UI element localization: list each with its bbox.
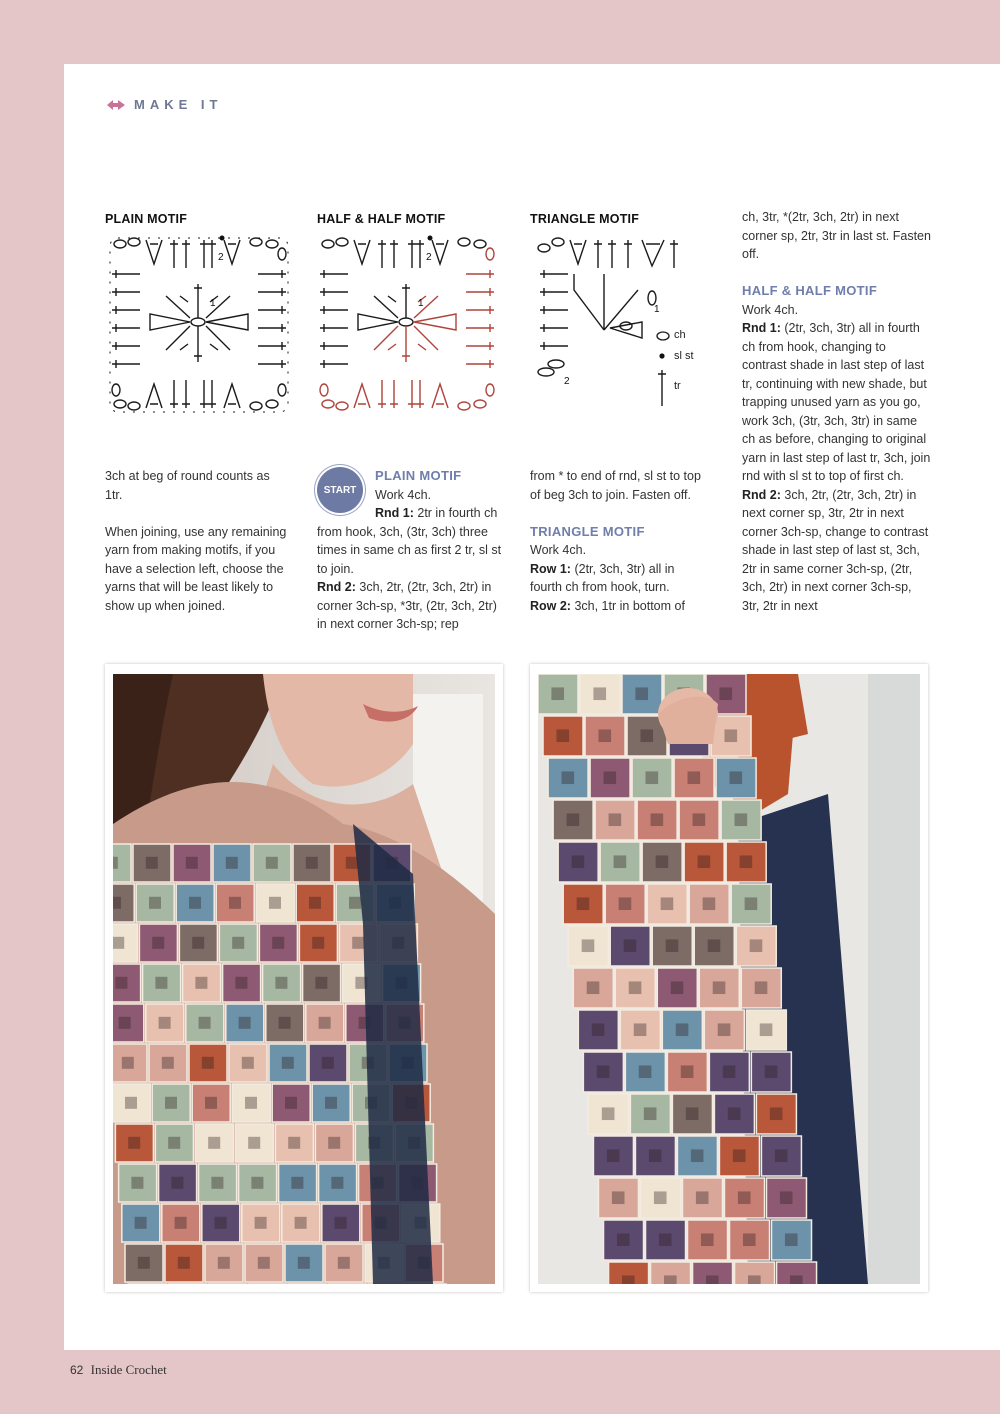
svg-text:1: 1	[210, 298, 216, 309]
triangle-motif-continued: ch, 3tr, *(2tr, 3ch, 2tr) in next corner sp, 2tr, 3tr in last st. Fasten off.	[742, 210, 931, 261]
photo-model-cardigan	[105, 664, 503, 1292]
legend-ch: ch	[674, 329, 686, 341]
svg-text:1: 1	[654, 304, 660, 315]
diagram-title-half: HALF & HALF MOTIF	[317, 212, 446, 226]
half-half-heading: HALF & HALF MOTIF	[742, 283, 878, 298]
triangle-motif-row2: Row 2: 3ch, 1tr in bottom of	[530, 598, 685, 613]
plain-motif-rnd1: Rnd 1: 2tr in fourth ch from hook, 3ch, (3tr, 3ch) three times in same ch as first 2 tr, sl st to join.	[317, 506, 502, 576]
svg-text:2: 2	[426, 252, 432, 263]
svg-text:1: 1	[418, 298, 424, 309]
chart-legend	[654, 326, 724, 410]
half-half-rnd1: Rnd 1: (2tr, 3ch, 3tr) all in fourth ch from hook, changing to contrast shade in last step of last tr, continuing with new shade, but trapping unused yarn as you go, work 3ch, (3tr, 3ch, 3tr) in same ch as before, changing to original yarn in last step of last tr, 3ch, join rnd with sl st to top of first ch.	[742, 321, 931, 483]
magazine-page	[64, 64, 1000, 1350]
triangle-motif-intro: Work 4ch.	[530, 543, 587, 557]
diagram-title-plain: PLAIN MOTIF	[105, 212, 188, 226]
magazine-name: Inside Crochet	[90, 1362, 167, 1377]
text-column-3	[530, 467, 708, 615]
start-badge: START	[317, 467, 363, 513]
plain-motif-continued: from * to end of rnd, sl st to top of beg 3ch to join. Fasten off.	[530, 469, 701, 502]
section-label: MAKE IT	[134, 97, 223, 112]
text-column-4	[742, 208, 932, 615]
svg-text:2: 2	[564, 376, 570, 387]
triangle-motif-heading: TRIANGLE MOTIF	[530, 523, 645, 539]
joining-paragraph: When joining, use any remaining yarn from making motifs, if you have a selection left, choose the yarns that will be least likely to show up when joined.	[105, 524, 287, 613]
plain-motif-intro: Work 4ch.	[375, 487, 432, 502]
half-half-rnd2: Rnd 2: 3ch, 2tr, (2tr, 3ch, 2tr) in next corner sp, 3tr, 2tr in next corner 3ch-sp, change to contrast shade in last step of last st, 3ch, 2tr in same corner 3ch-sp, (2tr, 3ch, 2tr) in next corner 3ch-sp, 3tr, 2tr in next	[742, 487, 929, 613]
cardigan-closeup-image	[538, 674, 920, 1284]
text-column-2	[317, 467, 505, 634]
half-half-intro: Work 4ch.	[742, 302, 799, 317]
legend-symbols	[654, 326, 724, 410]
half-half-motif-chart	[314, 234, 500, 416]
page-number: 62	[70, 1363, 84, 1377]
triangle-motif-row1: Row 1: (2tr, 3ch, 3tr) all in fourth ch from hook, turn.	[530, 561, 675, 594]
legend-tr: tr	[674, 380, 681, 392]
section-tag	[106, 97, 222, 112]
diagram-title-triangle: TRIANGLE MOTIF	[530, 212, 640, 226]
svg-text:2: 2	[218, 252, 224, 263]
note-paragraph: 3ch at beg of round counts as 1tr.	[105, 469, 270, 502]
legend-slst: sl st	[674, 350, 694, 362]
double-arrow-icon	[106, 99, 126, 111]
plain-motif-rnd2: Rnd 2: 3ch, 2tr, (2tr, 3ch, 2tr) in corner 3ch-sp, *3tr, (2tr, 3ch, 2tr) in next corner 3ch-sp; rep	[317, 580, 497, 631]
model-wearing-patchwork-cardigan-image	[113, 674, 495, 1284]
plain-motif-heading: PLAIN MOTIF	[375, 468, 462, 483]
plain-motif-chart	[106, 234, 292, 416]
photo-cardigan-closeup	[530, 664, 928, 1292]
page-footer	[70, 1362, 167, 1378]
text-column-1	[105, 467, 287, 615]
